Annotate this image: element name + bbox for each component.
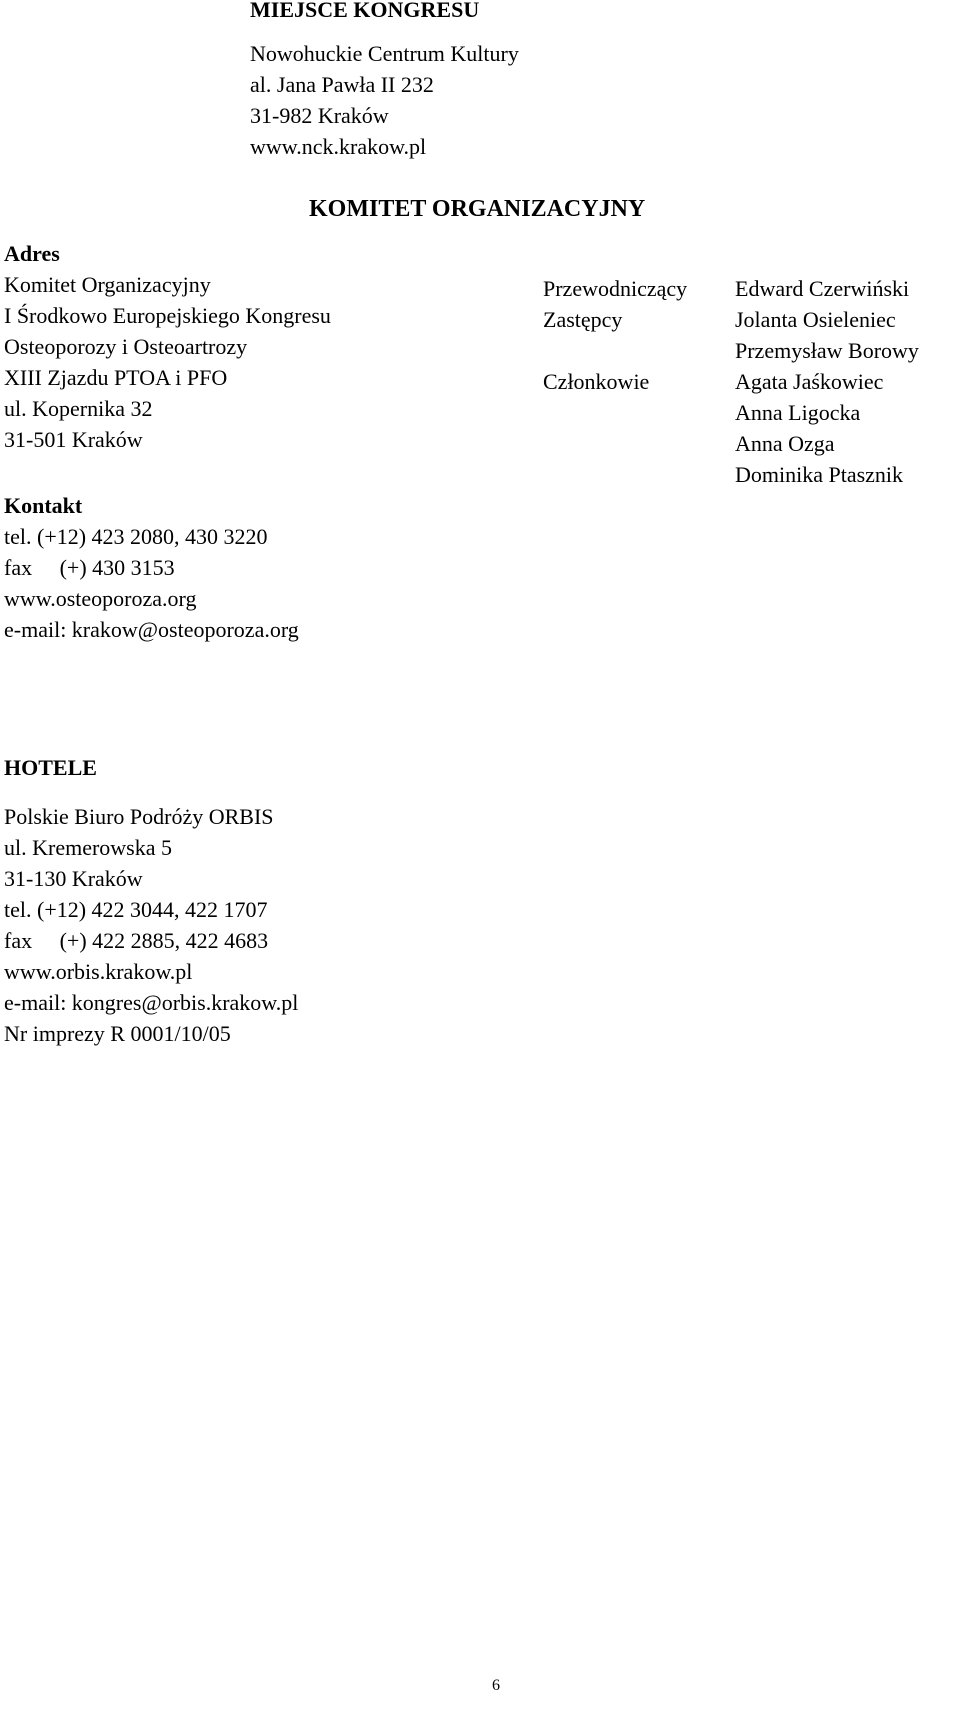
committee-heading: KOMITET ORGANIZACYJNY bbox=[309, 196, 646, 222]
address-line: 31-501 Kraków bbox=[4, 427, 143, 452]
venue-address bbox=[250, 38, 519, 162]
hotel-email: e-mail: kongres@orbis.krakow.pl bbox=[4, 990, 299, 1015]
committee-row bbox=[543, 304, 960, 335]
contact-website: www.osteoporoza.org bbox=[4, 586, 197, 611]
hotel-fax: fax (+) 422 2885, 422 4683 bbox=[4, 928, 269, 953]
committee-members bbox=[543, 273, 960, 490]
committee-role: Członkowie bbox=[543, 369, 650, 394]
committee-person: Dominika Ptasznik bbox=[735, 462, 904, 487]
committee-row bbox=[543, 273, 960, 304]
committee-row bbox=[543, 335, 960, 366]
venue-city: 31-982 Kraków bbox=[250, 103, 389, 128]
committee-row bbox=[543, 428, 960, 459]
committee-role: Zastępcy bbox=[543, 307, 623, 332]
hotel-event-number: Nr imprezy R 0001/10/05 bbox=[4, 1021, 231, 1046]
contact-phone: tel. (+12) 423 2080, 430 3220 bbox=[4, 524, 268, 549]
committee-person: Edward Czerwiński bbox=[735, 276, 910, 301]
venue-website: www.nck.krakow.pl bbox=[250, 134, 427, 159]
hotel-street: ul. Kremerowska 5 bbox=[4, 835, 173, 860]
address-line: Osteoporozy i Osteoartrozy bbox=[4, 334, 248, 359]
contact-block bbox=[4, 490, 299, 645]
committee-person: Agata Jaśkowiec bbox=[735, 369, 884, 394]
committee-person: Przemysław Borowy bbox=[735, 338, 919, 363]
hotel-city: 31-130 Kraków bbox=[4, 866, 143, 891]
committee-row bbox=[543, 366, 960, 397]
address-heading: Adres bbox=[4, 241, 60, 266]
address-line: XIII Zjazdu PTOA i PFO bbox=[4, 365, 228, 390]
committee-row bbox=[543, 459, 960, 490]
venue-heading: MIEJSCE KONGRESU bbox=[250, 0, 480, 22]
hotels-heading: HOTELE bbox=[4, 755, 97, 780]
committee-person: Anna Ozga bbox=[735, 431, 835, 456]
committee-person: Anna Ligocka bbox=[735, 400, 861, 425]
address-line: Komitet Organizacyjny bbox=[4, 272, 211, 297]
venue-name: Nowohuckie Centrum Kultury bbox=[250, 41, 519, 66]
contact-heading: Kontakt bbox=[4, 493, 83, 518]
contact-email: e-mail: krakow@osteoporoza.org bbox=[4, 617, 299, 642]
page-number: 6 bbox=[492, 1677, 500, 1694]
contact-fax: fax (+) 430 3153 bbox=[4, 555, 175, 580]
venue-street: al. Jana Pawła II 232 bbox=[250, 72, 434, 97]
address-line: ul. Kopernika 32 bbox=[4, 396, 153, 421]
committee-person: Jolanta Osieleniec bbox=[735, 307, 896, 332]
address-block bbox=[4, 238, 331, 455]
hotel-phone: tel. (+12) 422 3044, 422 1707 bbox=[4, 897, 268, 922]
hotel-name: Polskie Biuro Podróży ORBIS bbox=[4, 804, 274, 829]
committee-row bbox=[543, 397, 960, 428]
hotel-website: www.orbis.krakow.pl bbox=[4, 959, 193, 984]
committee-role: Przewodniczący bbox=[543, 276, 688, 301]
address-line: I Środkowo Europejskiego Kongresu bbox=[4, 303, 331, 328]
hotels-block bbox=[4, 801, 298, 1049]
